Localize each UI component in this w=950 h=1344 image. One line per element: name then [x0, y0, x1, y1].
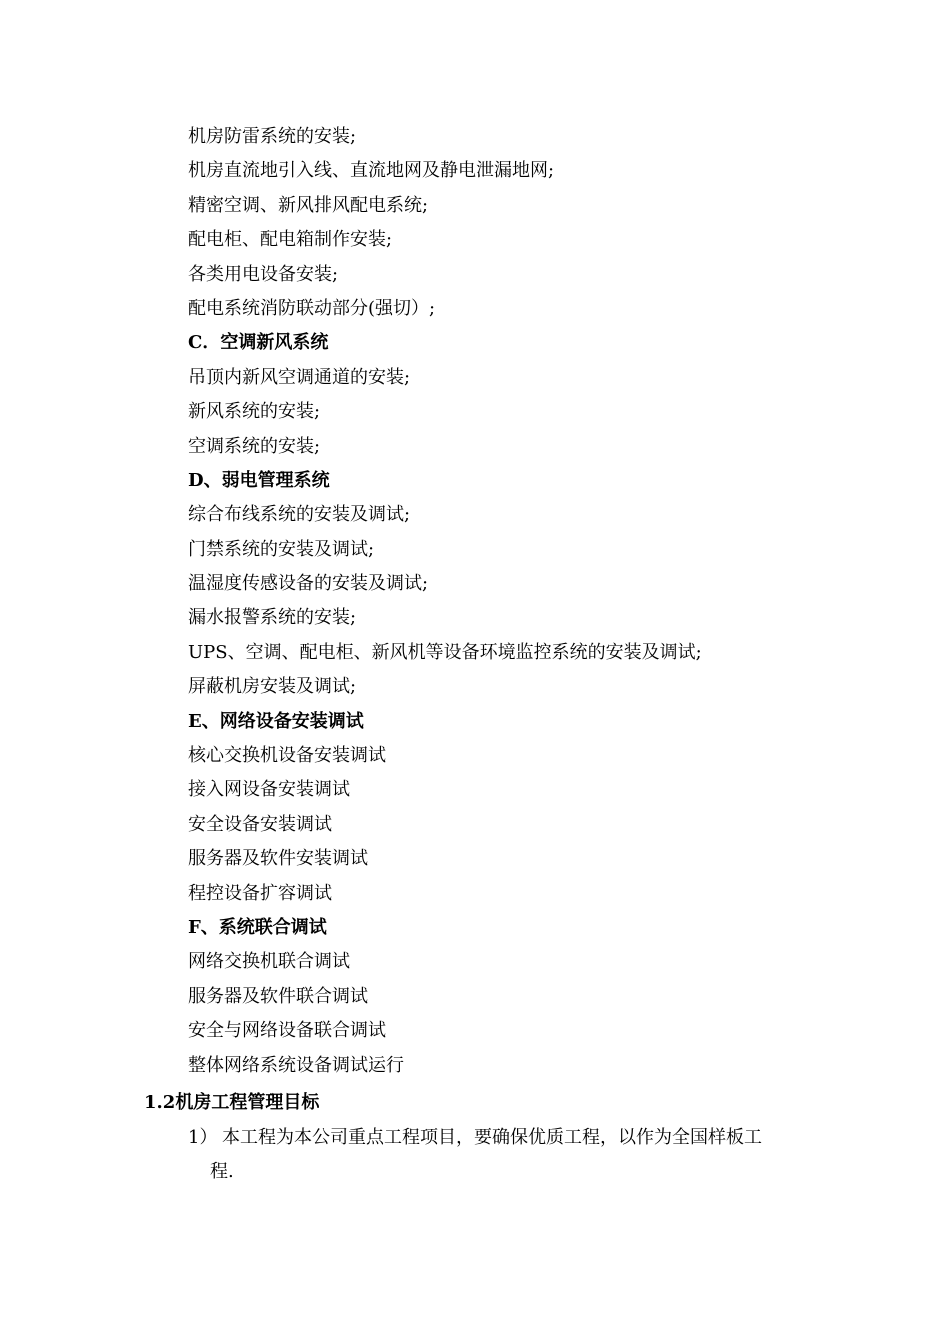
goal-text-line1: 本工程为本公司重点工程项目，要确保优质工程，以作为全国样板工 [222, 1127, 762, 1148]
list-item: 配电系统消防联动部分(强切）; [188, 297, 436, 319]
list-item: 屏蔽机房安装及调试; [188, 676, 357, 698]
list-item: 吊顶内新风空调通道的安装; [188, 366, 411, 388]
list-item: 门禁系统的安装及调试; [188, 538, 375, 560]
list-item: 各类用电设备安装; [188, 263, 339, 285]
list-item: 机房防雷系统的安装; [188, 126, 357, 147]
list-item: 服务器及软件安装调试 [188, 848, 368, 870]
list-item: 安全与网络设备联合调试 [188, 1020, 386, 1042]
goal-first-line [188, 1121, 828, 1155]
list-heading: C．空调新风系统 [188, 332, 329, 354]
list-item: 精密空调、新风排风配电系统; [188, 194, 429, 216]
list-item: 程控设备扩容调试 [188, 882, 332, 904]
list-heading: D、弱电管理系统 [188, 469, 330, 491]
list-heading: E、网络设备安装调试 [188, 710, 364, 732]
list-item: 新风系统的安装; [188, 401, 321, 423]
list-item: 整体网络系统设备调试运行 [188, 1054, 404, 1076]
list-heading: F、系统联合调试 [188, 916, 327, 938]
list-item: 网络交换机联合调试 [188, 951, 350, 973]
list-item: 温湿度传感设备的安装及调试; [188, 573, 429, 595]
list-item: 配电柜、配电箱制作安装; [188, 229, 393, 251]
list-item: 服务器及软件联合调试 [188, 985, 368, 1007]
goal-text-line2: 程. [210, 1161, 234, 1182]
goal-number: 1） [188, 1127, 218, 1148]
list-item: 接入网设备安装调试 [188, 779, 350, 801]
goal-paragraph [188, 1121, 828, 1189]
item-list [188, 120, 828, 1083]
list-item: 机房直流地引入线、直流地网及静电泄漏地网; [188, 160, 555, 182]
list-item: UPS、空调、配电柜、新风机等设备环境监控系统的安装及调试; [188, 641, 702, 663]
list-item: 综合布线系统的安装及调试; [188, 504, 411, 526]
list-item: 安全设备安装调试 [188, 813, 332, 835]
list-item: 空调系统的安装; [188, 435, 321, 457]
list-item: 核心交换机设备安装调试 [188, 745, 386, 767]
section-heading: 1.2机房工程管理目标 [144, 1092, 320, 1113]
list-item: 漏水报警系统的安装; [188, 607, 357, 629]
